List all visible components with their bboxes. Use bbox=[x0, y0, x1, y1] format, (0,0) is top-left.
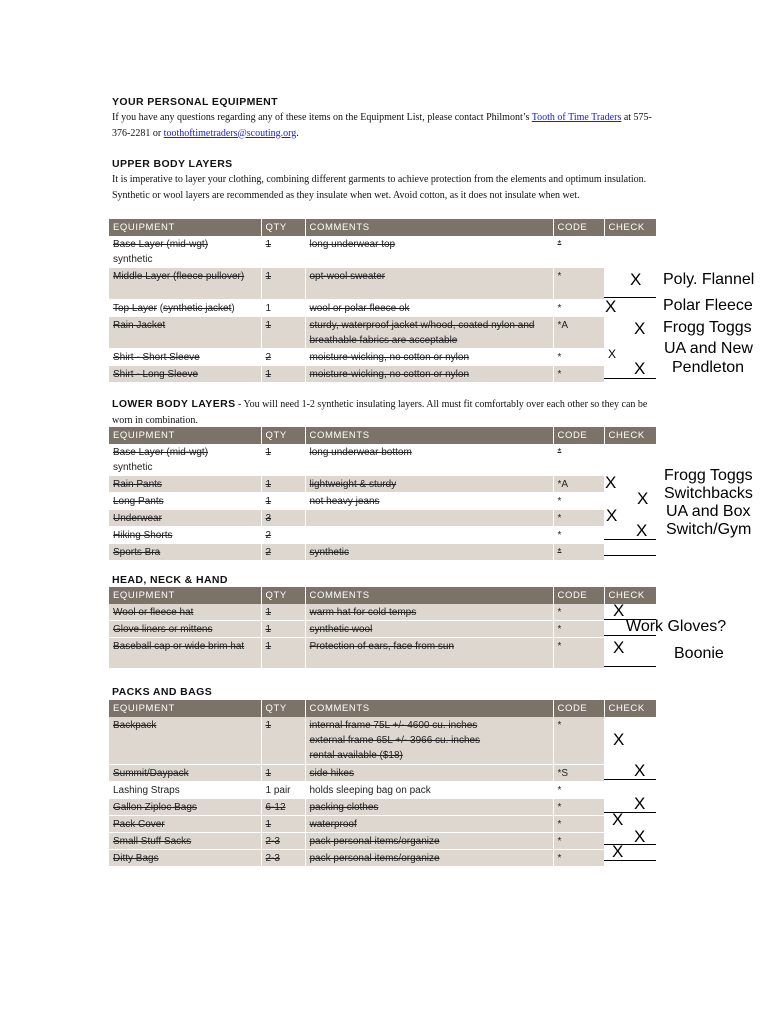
item-cell: Gallon Ziploc Bags bbox=[109, 798, 261, 815]
table-row bbox=[109, 832, 656, 849]
col-header-comments: COMMENTS bbox=[305, 219, 553, 236]
check-mark: X bbox=[634, 359, 646, 378]
col-header-code: CODE bbox=[553, 587, 604, 604]
col-header-qty: QTY bbox=[261, 700, 305, 717]
table-row bbox=[109, 476, 656, 493]
item-cell: Small Stuff Sacks bbox=[109, 832, 261, 849]
item-cell: Rain Pants bbox=[109, 476, 261, 493]
check-mark: X bbox=[608, 347, 617, 361]
handwritten-note-ua-and-box: UA and Box bbox=[666, 503, 751, 520]
comment-cell: moisture-wicking, no cotton or nylon bbox=[305, 349, 553, 366]
table-row bbox=[109, 236, 656, 268]
code-cell: * bbox=[553, 366, 604, 383]
qty-cell: 2 bbox=[261, 349, 305, 366]
col-header-qty: QTY bbox=[261, 427, 305, 444]
table-row bbox=[109, 366, 656, 383]
code-cell: * bbox=[553, 717, 604, 764]
underline bbox=[604, 378, 656, 379]
underline bbox=[604, 635, 656, 636]
item-cell: Rain Jacket bbox=[109, 317, 261, 349]
comment-cell: synthetic bbox=[305, 544, 553, 561]
table-row bbox=[109, 781, 656, 798]
table-row bbox=[109, 349, 656, 366]
underline bbox=[604, 860, 656, 861]
qty-cell: 1 bbox=[261, 717, 305, 764]
item-cell: Wool or fleece hat bbox=[109, 604, 261, 621]
qty-cell: 1 bbox=[261, 815, 305, 832]
comment-cell: holds sleeping bag on pack bbox=[305, 781, 553, 798]
code-cell: * bbox=[553, 268, 604, 300]
table-row bbox=[109, 764, 656, 781]
code-cell: * bbox=[553, 621, 604, 638]
handwritten-note-work-gloves: Work Gloves? bbox=[626, 618, 727, 635]
section-title-personal-equipment: YOUR PERSONAL EQUIPMENT bbox=[112, 96, 278, 108]
code-cell: * bbox=[553, 527, 604, 544]
check-cell[interactable] bbox=[604, 366, 656, 383]
code-cell: * bbox=[553, 815, 604, 832]
item-cell: Top Layer (synthetic jacket) bbox=[109, 300, 261, 317]
check-cell[interactable] bbox=[604, 638, 656, 669]
check-mark: X bbox=[605, 297, 617, 316]
comment-cell: lightweight & sturdy bbox=[305, 476, 553, 493]
item-cell: Ditty Bags bbox=[109, 849, 261, 866]
table-row bbox=[109, 638, 656, 669]
item-cell: Shirt - Long Sleeve bbox=[109, 366, 261, 383]
code-cell: * bbox=[553, 444, 604, 476]
qty-cell: 1 bbox=[261, 476, 305, 493]
check-mark: X bbox=[630, 270, 642, 289]
underline bbox=[604, 539, 656, 540]
comment-cell: warm hat for cold temps bbox=[305, 604, 553, 621]
item-cell: Backpack bbox=[109, 717, 261, 764]
qty-cell: 1 bbox=[261, 317, 305, 349]
underline bbox=[604, 555, 656, 556]
comment-cell: long underwear bottom bbox=[305, 444, 553, 476]
col-header-code: CODE bbox=[553, 219, 604, 236]
check-mark: X bbox=[634, 827, 646, 846]
comment-cell: pack personal items/organize bbox=[305, 849, 553, 866]
table-row bbox=[109, 300, 656, 317]
handwritten-note-switchbacks: Switchbacks bbox=[664, 485, 753, 502]
item-cell: Lashing Straps bbox=[109, 781, 261, 798]
handwritten-note-pendleton: Pendleton bbox=[672, 359, 745, 376]
table-row bbox=[109, 717, 656, 764]
item-cell: Sports Bra bbox=[109, 544, 261, 561]
check-mark: X bbox=[605, 473, 617, 492]
email-link[interactable]: toothoftimetraders@scouting.org bbox=[163, 127, 297, 139]
packs-bags-table bbox=[109, 700, 657, 867]
col-header-equipment: EQUIPMENT bbox=[109, 587, 261, 604]
col-header-code: CODE bbox=[553, 427, 604, 444]
item-cell: Glove liners or mittens bbox=[109, 621, 261, 638]
qty-cell: 1 bbox=[261, 268, 305, 300]
item-cell: Long Pants bbox=[109, 493, 261, 510]
code-cell: * bbox=[553, 493, 604, 510]
intro-text-mid: at 575-376-2281 or bbox=[112, 112, 652, 139]
comment-cell: long underwear top bbox=[305, 236, 553, 268]
check-mark: X bbox=[634, 761, 646, 780]
comment-cell: side hikes bbox=[305, 764, 553, 781]
code-cell: * bbox=[553, 300, 604, 317]
code-cell: * bbox=[553, 349, 604, 366]
col-header-comments: COMMENTS bbox=[305, 587, 553, 604]
intro-text-pre: If you have any questions regarding any of these items on the Equipment List, please contact Philmont’s bbox=[112, 112, 532, 123]
check-mark: X bbox=[612, 842, 624, 861]
upper-body-description: It is imperative to layer your clothing, combining different garments to achieve protection from the elements and optimum insulation. Synthetic or wool layers are recommended as they insulate when wet. Avoid cotton, as it does not insulate when wet. bbox=[112, 174, 647, 201]
col-header-equipment: EQUIPMENT bbox=[109, 427, 261, 444]
table-header-row bbox=[109, 700, 656, 717]
col-header-qty: QTY bbox=[261, 587, 305, 604]
handwritten-note-ua-and-new: UA and New bbox=[664, 340, 753, 357]
check-mark: X bbox=[613, 730, 625, 749]
qty-cell: 1 bbox=[261, 444, 305, 476]
lower-body-table bbox=[109, 427, 657, 561]
comment-cell: not heavy jeans bbox=[305, 493, 553, 510]
item-cell: Base Layer (mid-wgt) synthetic bbox=[109, 236, 261, 268]
comment-cell: wool or polar fleece ok bbox=[305, 300, 553, 317]
check-cell[interactable] bbox=[604, 444, 656, 476]
qty-cell: 1 bbox=[261, 604, 305, 621]
qty-cell: 1 bbox=[261, 366, 305, 383]
code-cell: *A bbox=[553, 317, 604, 349]
check-mark: X bbox=[634, 794, 646, 813]
qty-cell: 1 bbox=[261, 236, 305, 268]
check-mark: X bbox=[637, 489, 649, 508]
qty-cell: 3 bbox=[261, 510, 305, 527]
item-cell: Pack Cover bbox=[109, 815, 261, 832]
check-mark: X bbox=[636, 521, 648, 540]
intro-paragraph bbox=[112, 110, 657, 141]
check-cell[interactable] bbox=[604, 236, 656, 268]
qty-cell: 1 bbox=[261, 300, 305, 317]
head-neck-hand-table bbox=[109, 587, 657, 669]
comment-cell: packing clothes bbox=[305, 798, 553, 815]
table-header-row bbox=[109, 587, 656, 604]
col-header-qty: QTY bbox=[261, 219, 305, 236]
comment-cell bbox=[305, 527, 553, 544]
check-cell[interactable] bbox=[604, 544, 656, 561]
item-cell: Base Layer (mid-wgt) synthetic bbox=[109, 444, 261, 476]
col-header-check: CHECK bbox=[604, 587, 656, 604]
qty-cell: 1 bbox=[261, 621, 305, 638]
code-cell: * bbox=[553, 510, 604, 527]
qty-cell: 1 bbox=[261, 764, 305, 781]
handwritten-note-switch-gym: Switch/Gym bbox=[666, 521, 752, 538]
col-header-equipment: EQUIPMENT bbox=[109, 700, 261, 717]
check-mark: X bbox=[613, 638, 625, 657]
comment-cell: sturdy, waterproof jacket w/hood, coated nylon and breathable fabrics are acceptable bbox=[305, 317, 553, 349]
col-header-check: CHECK bbox=[604, 219, 656, 236]
comment-cell: internal frame 75L +/- 4600 cu. inches external frame 65L +/- 3966 cu. inches rental available ($18) bbox=[305, 717, 553, 764]
check-cell[interactable] bbox=[604, 717, 656, 764]
underline bbox=[604, 779, 656, 780]
code-cell: * bbox=[553, 781, 604, 798]
code-cell: * bbox=[553, 832, 604, 849]
section-title-head-neck-hand: HEAD, NECK & HAND bbox=[112, 574, 228, 586]
code-cell: * bbox=[553, 544, 604, 561]
handwritten-note-frogg-toggs: Frogg Toggs bbox=[663, 319, 752, 336]
qty-cell: 2-3 bbox=[261, 832, 305, 849]
col-header-equipment: EQUIPMENT bbox=[109, 219, 261, 236]
intro-text-post: . bbox=[296, 127, 299, 139]
code-cell: * bbox=[553, 236, 604, 268]
item-cell: Baseball cap or wide brim hat bbox=[109, 638, 261, 669]
tooth-of-time-traders-link[interactable]: Tooth of Time Traders bbox=[531, 112, 622, 123]
table-row bbox=[109, 493, 656, 510]
qty-cell: 1 pair bbox=[261, 781, 305, 798]
table-row bbox=[109, 527, 656, 544]
table-row bbox=[109, 798, 656, 815]
comment-cell: pack personal items/organize bbox=[305, 832, 553, 849]
handwritten-note-frogg-toggs-pants: Frogg Toggs bbox=[664, 467, 753, 484]
qty-cell: 2 bbox=[261, 527, 305, 544]
code-cell: *A bbox=[553, 476, 604, 493]
qty-cell: 1 bbox=[261, 493, 305, 510]
table-row bbox=[109, 604, 656, 621]
handwritten-note-poly-flannel: Poly. Flannel bbox=[663, 271, 755, 288]
item-cell: Shirt - Short Sleeve bbox=[109, 349, 261, 366]
check-mark: X bbox=[612, 810, 624, 829]
code-cell: * bbox=[553, 604, 604, 621]
item-cell: Hiking Shorts bbox=[109, 527, 261, 544]
lower-body-description: LOWER BODY LAYERS - You will need 1-2 synthetic insulating layers. All must fit comfortably over each other so they can be worn in combination. bbox=[112, 398, 648, 426]
code-cell: * bbox=[553, 849, 604, 866]
handwritten-note-boonie: Boonie bbox=[674, 645, 724, 662]
table-row bbox=[109, 444, 656, 476]
item-cell: Summit/Daypack bbox=[109, 764, 261, 781]
col-header-comments: COMMENTS bbox=[305, 427, 553, 444]
comment-cell: synthetic wool bbox=[305, 621, 553, 638]
table-header-row bbox=[109, 219, 656, 236]
table-row bbox=[109, 510, 656, 527]
comment-cell bbox=[305, 510, 553, 527]
qty-cell: 1 bbox=[261, 638, 305, 669]
section-title-packs-bags: PACKS AND BAGS bbox=[112, 686, 213, 698]
col-header-check: CHECK bbox=[604, 427, 656, 444]
check-mark: X bbox=[606, 506, 618, 525]
table-row bbox=[109, 317, 656, 349]
check-mark: X bbox=[634, 319, 646, 338]
check-cell[interactable] bbox=[604, 781, 656, 798]
table-row bbox=[109, 544, 656, 561]
code-cell: *S bbox=[553, 764, 604, 781]
table-row bbox=[109, 849, 656, 866]
underline bbox=[604, 666, 656, 667]
comment-cell: moisture-wicking, no cotton or nylon bbox=[305, 366, 553, 383]
qty-cell: 2 bbox=[261, 544, 305, 561]
handwritten-note-polar-fleece: Polar Fleece bbox=[663, 297, 753, 314]
qty-cell: 2-3 bbox=[261, 849, 305, 866]
check-cell[interactable] bbox=[604, 527, 656, 544]
col-header-code: CODE bbox=[553, 700, 604, 717]
item-cell: Middle Layer (fleece pullover) bbox=[109, 268, 261, 300]
table-row bbox=[109, 621, 656, 638]
code-cell: * bbox=[553, 638, 604, 669]
item-cell: Underwear bbox=[109, 510, 261, 527]
section-title-upper-body: UPPER BODY LAYERS bbox=[112, 158, 233, 170]
table-row bbox=[109, 815, 656, 832]
comment-cell: opt-wool sweater bbox=[305, 268, 553, 300]
table-row bbox=[109, 268, 656, 300]
comment-cell: Protection of ears, face from sun bbox=[305, 638, 553, 669]
check-mark: X bbox=[613, 601, 625, 620]
upper-body-table bbox=[109, 219, 657, 383]
col-header-comments: COMMENTS bbox=[305, 700, 553, 717]
col-header-check: CHECK bbox=[604, 700, 656, 717]
section-title-lower-body: LOWER BODY LAYERS bbox=[112, 398, 236, 410]
comment-cell: waterproof bbox=[305, 815, 553, 832]
code-cell: * bbox=[553, 798, 604, 815]
qty-cell: 6-12 bbox=[261, 798, 305, 815]
table-header-row bbox=[109, 427, 656, 444]
check-cell[interactable] bbox=[604, 317, 656, 349]
